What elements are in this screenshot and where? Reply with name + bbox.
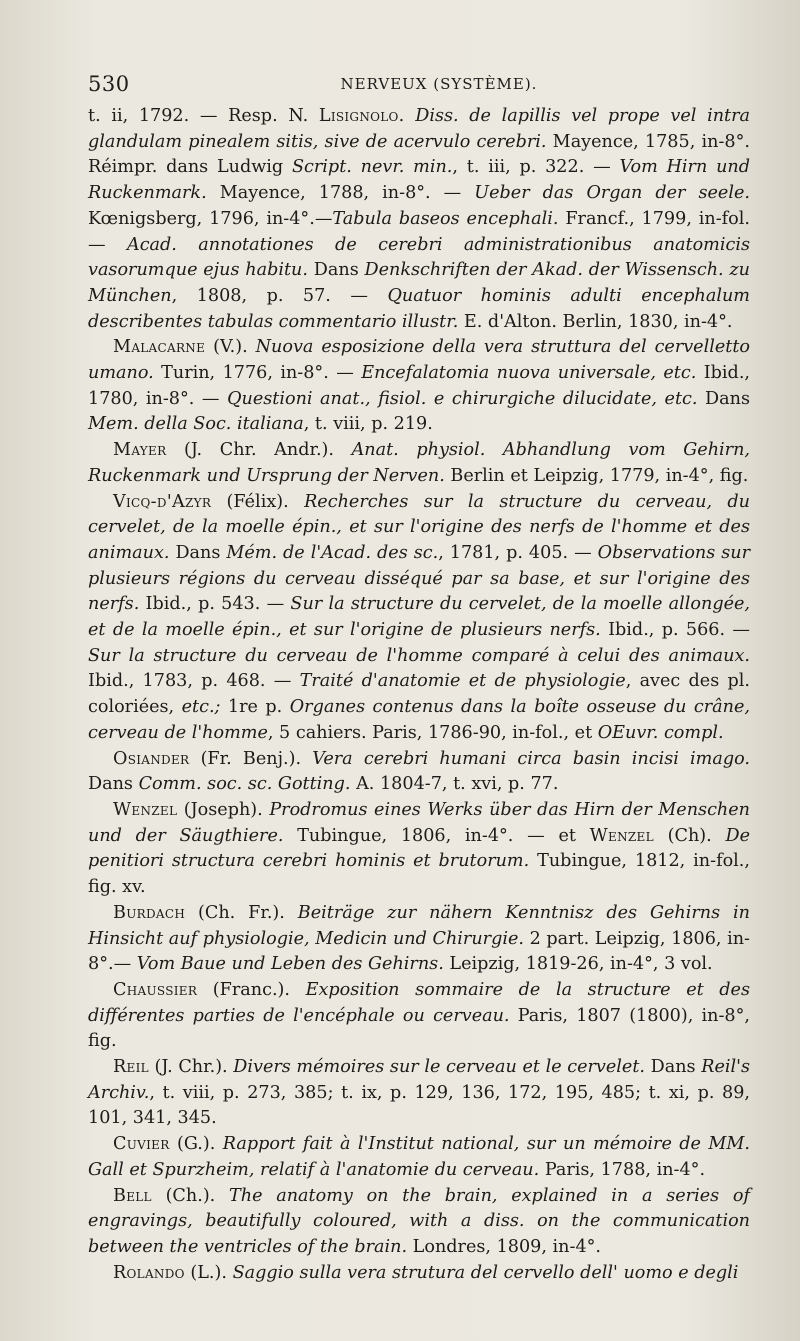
work-title: Traité d'anatomie et de physiologie	[299, 671, 626, 692]
author-name: Wenzel	[589, 825, 654, 846]
work-title: The anatomy on the brain, explained in a series of engravings, beautifully coloured, with a diss. on the communication between the ventricles of the brain.	[88, 1185, 750, 1257]
author-name: Burdach	[113, 902, 186, 923]
work-title: Quatuor hominis adulti encephalum describentes tabulas commentario illustr.	[88, 285, 750, 332]
work-title: Diss. de lapillis vel prope vel intra glandulam pinealem sitis, sive de acervulo cerebri.	[88, 106, 750, 152]
work-title: Tabula baseos encephali.	[332, 208, 559, 229]
bibliography-entry-reil: Reil (J. Chr.). Divers mémoires sur le cerveau et le cervelet. Dans Reil's Archiv., t. viii, p. 273, 385; t. ix, p. 129, 136, 172, 195, 485; t. xi, p. 89, 101, 341, 345.	[88, 1057, 750, 1129]
bibliography-entry-bell: Bell (Ch.). The anatomy on the brain, explained in a series of engravings, beautifully coloured, with a diss. on the communication between the ventricles of the brain. Londres, 1809, in-4°.	[88, 1185, 750, 1257]
work-title: Nuova esposizione della vera struttura del cervelletto umano.	[88, 337, 750, 384]
running-head: NERVEUX (SYSTÈME).	[340, 75, 538, 93]
bibliography-entry-malacarne: Malacarne (V.). Nuova esposizione della vera struttura del cervelletto umano. Turin, 1776, in-8°. — Encefalatomia nuova universale, etc. Ibid., 1780, in-8°. — Questioni anat., fisiol. e chirurgiche dilucidate, etc. Dans Mem. della Soc. italiana, t. viii, p. 219.	[88, 337, 751, 435]
work-title: Vera cerebri humani circa basin incisi imago.	[312, 748, 750, 769]
work-title: Questioni anat., fisiol. e chirurgiche dilucidate, etc.	[227, 388, 698, 409]
work-title: Vom Hirn und Ruckenmark.	[88, 157, 750, 204]
work-title: Exposition sommaire de la structure et des différentes parties de l'encéphale ou cerveau.	[88, 979, 750, 1026]
work-title: Ueber das Organ der seele.	[474, 183, 750, 204]
work-title: Mém. de l'Acad. des sc.	[226, 542, 439, 563]
work-title: Divers mémoires sur le cerveau et le cervelet.	[233, 1057, 645, 1078]
work-title: Rapport fait à l'Institut national, sur un mémoire de MM. Gall et Spurzheim, relatif à l'anatomie du cerveau.	[88, 1134, 750, 1180]
author-name: Bell	[113, 1185, 152, 1206]
bibliography-entry-burdach: Burdach (Ch. Fr.). Beiträge zur nähern Kenntnisz des Gehirns in Hinsicht auf physiologie, Medicin und Chirurgie. 2 part. Leipzig, 1806, in-8°.— Vom Baue und Leben des Gehirns. Leipzig, 1819-26, in-4°, 3 vol.	[88, 902, 750, 975]
work-title: De penitiori structura cerebri hominis et brutorum.	[88, 825, 750, 872]
author-name: Vicq-d'Azyr	[113, 491, 212, 512]
author-name: Rolando	[113, 1262, 185, 1283]
work-title: Beiträge zur nähern Kenntnisz des Gehirns in Hinsicht auf physiologie, Medicin und Chirurgie.	[88, 902, 750, 949]
work-title: OEuvr. compl.	[597, 722, 724, 743]
page-header	[88, 72, 750, 104]
work-title: Organes contenus dans la boîte osseuse du crâne, cerveau de l'homme	[88, 697, 750, 743]
bibliography-entry-cuvier: Cuvier (G.). Rapport fait à l'Institut national, sur un mémoire de MM. Gall et Spurzheim, relatif à l'anatomie du cerveau. Paris, 1788, in-4°.	[88, 1134, 750, 1180]
bibliography-entry-rolando: Rolando (L.). Saggio sulla vera strutura del cervello dell' uomo e degli	[113, 1262, 739, 1283]
author-name: Chaussier	[113, 979, 198, 1000]
work-title: Acad. annotationes de cerebri administrationibus anatomicis vasorumque ejus habitu.	[88, 234, 750, 281]
work-title: Comm. soc. sc. Gotting.	[138, 774, 351, 795]
bibliography-entry-chaussier: Chaussier (Franc.). Exposition sommaire de la structure et des différentes parties de l'encéphale ou cerveau. Paris, 1807 (1800), in-8°, fig.	[88, 979, 751, 1052]
work-title: etc.;	[181, 697, 221, 718]
author-name: Wenzel	[113, 799, 178, 820]
work-title: Script. nevr. min.	[291, 157, 453, 178]
author-name: Mayer	[113, 440, 167, 461]
work-title: Sur la structure du cerveau de l'homme comparé à celui des animaux.	[88, 645, 750, 666]
work-title: Vom Baue und Leben des Gehirns.	[136, 954, 444, 975]
work-title: Reil's Archiv.	[88, 1057, 750, 1103]
author-name: Malacarne	[113, 337, 206, 358]
author-name: Reil	[113, 1057, 149, 1078]
work-title: Denkschriften der Akad. der Wissensch. zu München	[88, 260, 750, 306]
page-number: 530	[88, 72, 130, 96]
author-name: Cuvier	[113, 1134, 170, 1155]
work-title: Mem. della Soc. italiana	[88, 414, 304, 435]
work-title: Anat. physiol. Abhandlung vom Gehirn, Ruckenmark und Ursprung der Nerven.	[88, 440, 750, 486]
author-name: Lisignolo.	[318, 106, 405, 126]
author-name: Osiander	[113, 748, 190, 769]
work-title: Encefalatomia nuova universale, etc.	[361, 363, 697, 384]
work-title: Sur la structure du cervelet, de la moelle allongée, et de la moelle épin., et sur l'origine de plusieurs nerfs.	[88, 594, 750, 641]
work-title: Prodromus eines Werks über das Hirn der Menschen und der Säugthiere.	[88, 799, 750, 846]
bibliography-entry-lisignolo: t. ii, 1792. — Resp. N. Lisignolo. Diss. de lapillis vel prope vel intra glandulam pinealem sitis, sive de acervulo cerebri. Mayence, 1785, in-8°. Réimpr. dans Ludwig Script. nevr. min., t. iii, p. 322. — Vom Hirn und Ruckenmark. Mayence, 1788, in-8°. — Ueber das Organ der seele. Kœnigsberg, 1796, in-4°.—Tabula baseos encephali. Francf., 1799, in-fol. — Acad. annotationes de cerebri administrationibus anatomicis vasorumque ejus habitu. Dans Denkschriften der Akad. der Wissensch. zu München, 1808, p. 57. — Quatuor hominis adulti encephalum describentes tabulas commentario illustr. E. d'Alton. Berlin, 1830, in-4°.	[88, 106, 750, 332]
work-title: Saggio sulla vera strutura del cervello dell' uomo e degli	[232, 1262, 739, 1283]
work-title: Observations sur plusieurs régions du cerveau disséqué par sa base, et sur l'origine des nerfs.	[88, 542, 751, 615]
work-title: Recherches sur la structure du cerveau, du cervelet, de la moelle épin., et sur l'origine des nerfs de l'homme et des animaux.	[88, 491, 750, 563]
bibliography-entry-vicq: Vicq-d'Azyr (Félix). Recherches sur la structure du cerveau, du cervelet, de la moelle épin., et sur l'origine des nerfs de l'homme et des animaux. Dans Mém. de l'Acad. des sc., 1781, p. 405. — Observations sur plusieurs régions du cerveau disséqué par sa base, et sur l'origine des nerfs. Ibid., p. 543. — Sur la structure du cervelet, de la moelle allongée, et de la moelle épin., et sur l'origine de plusieurs nerfs. Ibid., p. 566. — Sur la structure du cerveau de l'homme comparé à celui des animaux. Ibid., 1783, p. 468. — Traité d'anatomie et de physiologie, avec des pl. coloriées, etc.; 1re p. Organes contenus dans la boîte osseuse du crâne, cerveau de l'homme, 5 cahiers. Paris, 1786-90, in-fol., et OEuvr. compl.	[88, 491, 751, 743]
bibliography-entry-wenzel: Wenzel (Joseph). Prodromus eines Werks über das Hirn der Menschen und der Säugthiere. Tubingue, 1806, in-4°. — et Wenzel (Ch). De penitiori structura cerebri hominis et brutorum. Tubingue, 1812, in-fol., fig. xv.	[88, 799, 750, 898]
bibliography-entry-mayer: Mayer (J. Chr. Andr.). Anat. physiol. Abhandlung vom Gehirn, Ruckenmark und Ursprung der Nerven. Berlin et Leipzig, 1779, in-4°, fig.	[88, 440, 750, 486]
bibliography-entry-osiander: Osiander (Fr. Benj.). Vera cerebri humani circa basin incisi imago. Dans Comm. soc. sc. Gotting. A. 1804-7, t. xvi, p. 77.	[88, 748, 750, 795]
bibliography-text	[88, 104, 750, 1286]
